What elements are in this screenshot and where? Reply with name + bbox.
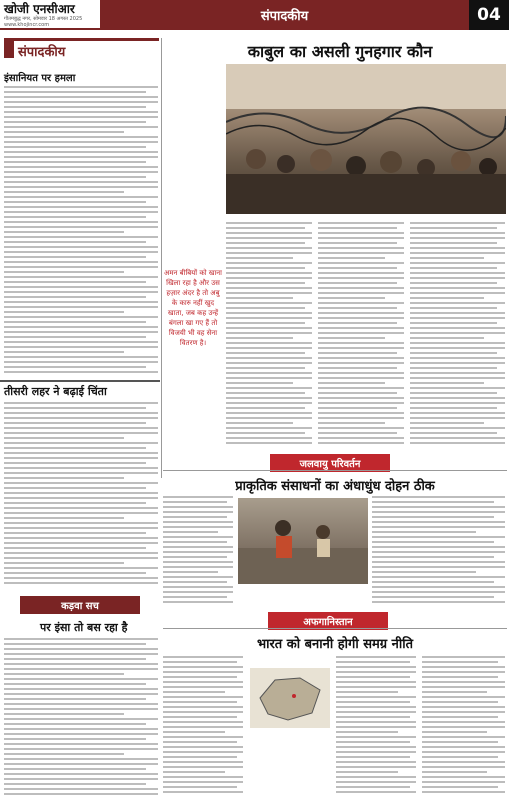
column-divider (161, 38, 162, 478)
main-headline: काबुल का असली गुनहगार कौन (247, 42, 433, 61)
climate-col-3 (372, 496, 505, 606)
main-story-col-1 (226, 222, 312, 452)
flood-photo (238, 498, 368, 584)
climate-headline: प्राकृतिक संसाधनों का अंधाधुंध दोहन ठीक (235, 479, 435, 494)
barbed-wire-crowd-illustration (226, 64, 506, 214)
pull-quote: अमन बीबियों को खाना खिला रहा है और उस हज़ार अंदर है तो अबु के कारु नहीं खुद खाता, जब कह उन्हें बंगला खा गए हैं तो विजयी भी वह सेना वितरण है। (163, 269, 222, 347)
main-story-col-2 (318, 222, 404, 452)
flood-rescue-illustration (238, 498, 368, 584)
afghanistan-map (250, 668, 330, 728)
article-body-2 (4, 402, 158, 592)
article-body-1 (4, 86, 158, 376)
map-illustration (250, 668, 330, 728)
section-tag-kadwa-sach: कड़वा सच (20, 596, 140, 614)
website: www.khojincr.com (4, 22, 50, 28)
masthead (0, 0, 100, 30)
article-body-3 (4, 638, 158, 798)
rule (163, 470, 507, 471)
main-photo (226, 64, 506, 214)
headline-insa: पर इंसा तो बस रहा है (40, 621, 128, 634)
section-title: संपादकीय (260, 9, 309, 24)
section-tag-afghanistan: अफगानिस्तान (268, 612, 388, 630)
afghan-col-2 (336, 656, 416, 798)
afghan-col-1 (163, 656, 243, 798)
climate-col-1 (163, 496, 233, 606)
section-tag (4, 38, 159, 58)
afghanistan-headline: भारत को बनानी होगी समग्र नीति (256, 637, 413, 652)
main-story-col-3 (410, 222, 505, 452)
section-label: संपादकीय (18, 45, 66, 60)
date-line: गौतमबुद्ध नगर, सोमवार 18 अगस्त 2025 (4, 16, 83, 22)
headline-third-wave: तीसरी लहर ने बढ़ाई चिंता (4, 385, 107, 398)
afghan-col-3 (422, 656, 505, 798)
section-tag-climate: जलवायु परिवर्तन (270, 454, 390, 472)
headline-insaniyat: इंसानियत पर हमला (4, 73, 76, 84)
rule (163, 628, 507, 629)
section-divider (0, 380, 160, 382)
page-number: 04 (469, 0, 509, 30)
page-header (0, 0, 509, 30)
newspaper-logo: खोजी एनसीआर (4, 2, 75, 16)
